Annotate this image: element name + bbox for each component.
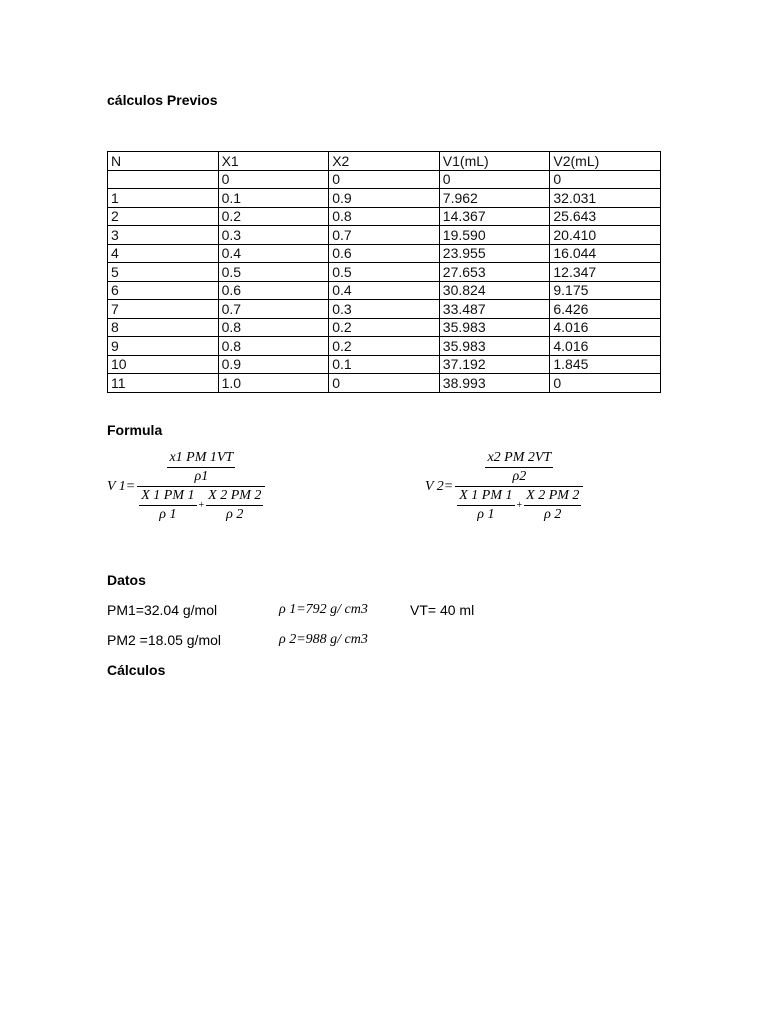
datum-rho2: ρ 2=988 g/ cm3	[279, 632, 368, 647]
cell-x2: 0.1	[329, 355, 440, 374]
table-row	[108, 207, 661, 226]
formula-v1-top-numerator: x1 PM 1VT	[169, 450, 234, 465]
formula-v1-term2-denominator: ρ 2	[226, 507, 244, 522]
formula-v2-lhs: V 2=	[425, 478, 454, 494]
cell-x2: 0.5	[329, 263, 440, 282]
cell-x1: 0	[218, 170, 329, 189]
cell-x1: 0.4	[218, 244, 329, 263]
formula-v2-term2-denominator: ρ 2	[544, 507, 562, 522]
table-row	[108, 318, 661, 337]
cell-x1: 0.8	[218, 337, 329, 356]
formula-v1-top-fraction	[167, 450, 235, 485]
cell-v1: 33.487	[439, 300, 550, 319]
cell-v1: 27.653	[439, 263, 550, 282]
cell-n: 1	[108, 189, 219, 208]
cell-v1: 19.590	[439, 226, 550, 245]
cell-v1: 30.824	[439, 281, 550, 300]
cell-x2: 0.7	[329, 226, 440, 245]
cell-x2: 0	[329, 170, 440, 189]
formula-v1	[107, 450, 265, 523]
formula-v2-term1	[457, 488, 514, 523]
formula-v1-term2-numerator: X 2 PM 2	[208, 488, 262, 503]
cell-x1: 0.3	[218, 226, 329, 245]
cell-x1: 0.2	[218, 207, 329, 226]
cell-v2: 25.643	[550, 207, 661, 226]
cell-v1: 23.955	[439, 244, 550, 263]
formula-v2-main-bar	[455, 486, 583, 487]
cell-v2: 20.410	[550, 226, 661, 245]
cell-n: 10	[108, 355, 219, 374]
cell-x2: 0.6	[329, 244, 440, 263]
formula-v2-top-denominator: ρ2	[512, 469, 527, 484]
cell-x1: 0.5	[218, 263, 329, 282]
cell-v2: 16.044	[550, 244, 661, 263]
column-header-n: N	[108, 152, 219, 171]
cell-v2: 4.016	[550, 318, 661, 337]
formula-v1-term1-numerator: X 1 PM 1	[141, 488, 195, 503]
column-header-v1: V1(mL)	[439, 152, 550, 171]
formula-v1-main-fraction	[137, 450, 265, 523]
table-header-row	[108, 152, 661, 171]
cell-v2: 9.175	[550, 281, 661, 300]
section-heading-datos: Datos	[107, 572, 146, 588]
formula-v1-term2	[206, 488, 263, 523]
cell-v2: 1.845	[550, 355, 661, 374]
datum-rho1: ρ 1=792 g/ cm3	[279, 602, 368, 617]
formula-v1-top-denominator: ρ1	[194, 469, 209, 484]
formula-v1-term1-denominator: ρ 1	[159, 507, 177, 522]
cell-x1: 1.0	[218, 374, 329, 393]
cell-n: 8	[108, 318, 219, 337]
cell-v2: 0	[550, 170, 661, 189]
cell-x2: 0.3	[329, 300, 440, 319]
cell-v1: 14.367	[439, 207, 550, 226]
formula-v2-term1-denominator: ρ 1	[477, 507, 495, 522]
cell-v2: 4.016	[550, 337, 661, 356]
formula-v2	[425, 450, 583, 523]
formula-v1-main-bar	[137, 486, 265, 487]
cell-x2: 0.4	[329, 281, 440, 300]
cell-v2: 0	[550, 374, 661, 393]
formula-v2-term1-numerator: X 1 PM 1	[459, 488, 513, 503]
cell-x1: 0.1	[218, 189, 329, 208]
formula-v1-plus: +	[198, 500, 205, 511]
table-row	[108, 244, 661, 263]
formula-v2-term2-numerator: X 2 PM 2	[526, 488, 580, 503]
section-heading-calculos: Cálculos	[107, 662, 166, 678]
formula-v2-top-fraction	[485, 450, 553, 485]
formula-v2-main-fraction	[455, 450, 583, 523]
table-row	[108, 170, 661, 189]
column-header-v2: V2(mL)	[550, 152, 661, 171]
cell-n: 4	[108, 244, 219, 263]
cell-n: 5	[108, 263, 219, 282]
results-table	[107, 151, 661, 393]
cell-v2: 32.031	[550, 189, 661, 208]
cell-x2: 0	[329, 374, 440, 393]
cell-x2: 0.9	[329, 189, 440, 208]
cell-x1: 0.6	[218, 281, 329, 300]
formula-v1-term1	[139, 488, 196, 523]
table-row	[108, 281, 661, 300]
formula-v2-term2	[524, 488, 581, 523]
cell-v2: 12.347	[550, 263, 661, 282]
formula-v2-plus: +	[516, 500, 523, 511]
cell-v1: 35.983	[439, 337, 550, 356]
cell-v2: 6.426	[550, 300, 661, 319]
cell-v1: 7.962	[439, 189, 550, 208]
cell-n: 3	[108, 226, 219, 245]
table-row	[108, 337, 661, 356]
cell-x2: 0.2	[329, 337, 440, 356]
cell-x2: 0.8	[329, 207, 440, 226]
section-heading-formula: Formula	[107, 422, 163, 438]
datum-pm2: PM2 =18.05 g/mol	[107, 632, 222, 648]
column-header-x2: X2	[329, 152, 440, 171]
datum-pm1: PM1=32.04 g/mol	[107, 602, 218, 618]
cell-x1: 0.9	[218, 355, 329, 374]
cell-v1: 0	[439, 170, 550, 189]
cell-n: 7	[108, 300, 219, 319]
cell-x2: 0.2	[329, 318, 440, 337]
table-row	[108, 189, 661, 208]
cell-n: 6	[108, 281, 219, 300]
formula-v1-lhs: V 1=	[107, 478, 136, 494]
cell-v1: 38.993	[439, 374, 550, 393]
table-row	[108, 263, 661, 282]
table-row	[108, 355, 661, 374]
section-heading-calculos-previos: cálculos Previos	[107, 92, 218, 108]
cell-x1: 0.8	[218, 318, 329, 337]
cell-v1: 37.192	[439, 355, 550, 374]
cell-n: 2	[108, 207, 219, 226]
cell-n	[108, 170, 219, 189]
cell-n: 11	[108, 374, 219, 393]
table-row	[108, 226, 661, 245]
datum-vt: VT= 40 ml	[410, 602, 475, 618]
column-header-x1: X1	[218, 152, 329, 171]
cell-v1: 35.983	[439, 318, 550, 337]
formula-v2-top-numerator: x2 PM 2VT	[487, 450, 552, 465]
table-row	[108, 374, 661, 393]
cell-n: 9	[108, 337, 219, 356]
cell-x1: 0.7	[218, 300, 329, 319]
table-row	[108, 300, 661, 319]
